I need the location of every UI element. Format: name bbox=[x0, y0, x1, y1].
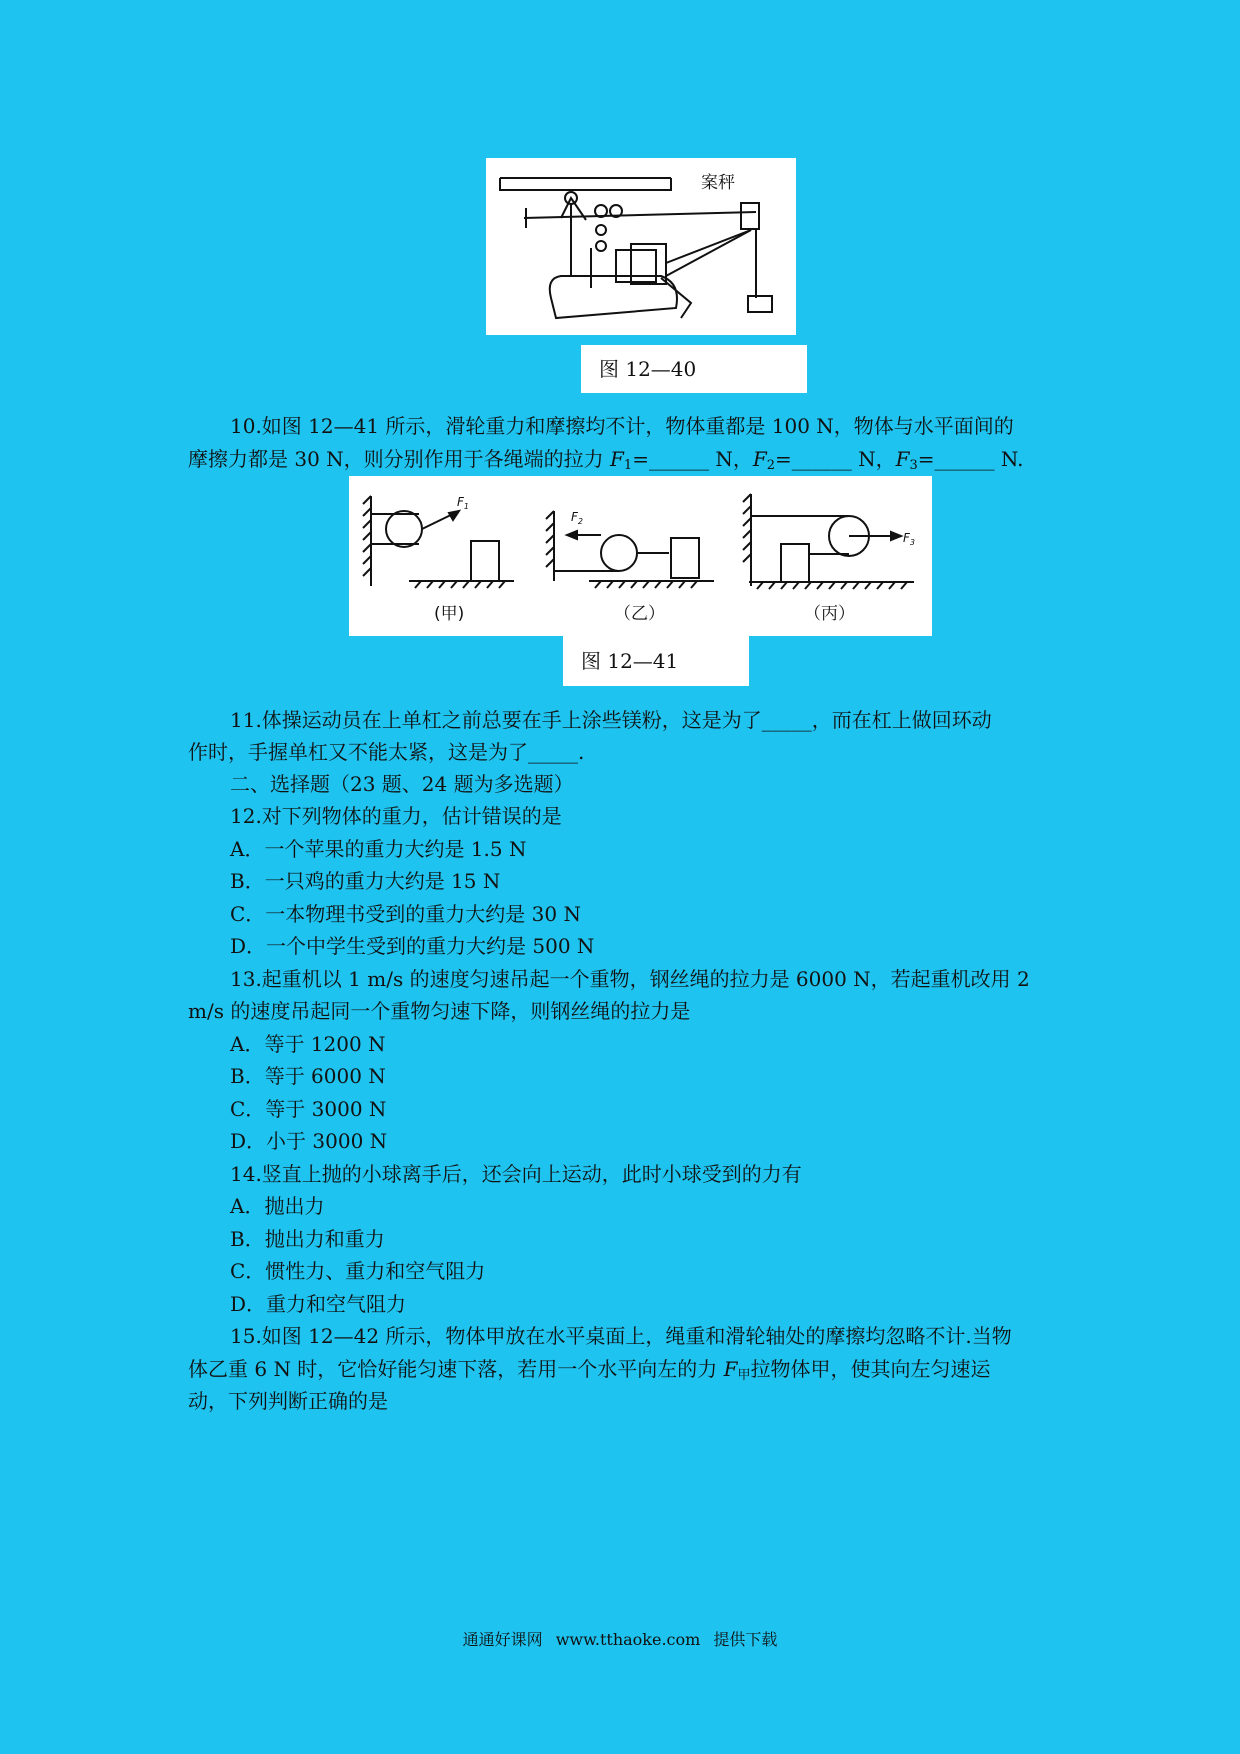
q11-line2: 作时，手握单杠又不能太紧，这是为了_____. bbox=[188, 740, 585, 764]
figure-12-41-caption: 图 12—41 bbox=[563, 636, 749, 686]
q10-line1: 10.如图 12—41 所示，滑轮重力和摩擦均不计，物体重都是 100 N，物体与水平面间的 bbox=[230, 414, 1014, 438]
q15-line2: 体乙重 6 N 时，它恰好能匀速下落，若用一个水平向左的力 $F_甲$拉物体甲，使其向左匀速运 bbox=[188, 1357, 991, 1383]
q12-option-c: C．一本物理书受到的重力大约是 30 N bbox=[230, 902, 581, 926]
scale-label: 案秤 bbox=[701, 173, 735, 193]
section-heading: 二、选择题（23 题、24 题为多选题） bbox=[230, 772, 574, 796]
q14-option-d: D．重力和空气阻力 bbox=[230, 1292, 407, 1316]
q14-option-b: B．抛出力和重力 bbox=[230, 1227, 385, 1251]
q12-stem: 12.对下列物体的重力，估计错误的是 bbox=[230, 804, 562, 828]
force-label-f2: $F_2$ bbox=[571, 510, 583, 526]
pulley-diagrams bbox=[349, 476, 932, 636]
q10-line2: 摩擦力都是 30 N，则分别作用于各绳端的拉力 $F_1=\_\_\_\_\_\_$ N，$F_2=\_\_\_\_\_\_$ N，$F_3=\_\_\_\_\_\_$ N. bbox=[188, 447, 1024, 473]
sub-b-label: （乙） bbox=[614, 604, 665, 624]
force-label-f3: $F_3$ bbox=[903, 531, 915, 547]
q15-line3: 动，下列判断正确的是 bbox=[188, 1389, 388, 1413]
q14-option-a: A．抛出力 bbox=[230, 1194, 325, 1218]
q13-line1: 13.起重机以 1 m/s 的速度匀速吊起一个重物，钢丝绳的拉力是 6000 N，若起重机改用 2 bbox=[230, 967, 1030, 991]
q12-option-b: B．一只鸡的重力大约是 15 N bbox=[230, 869, 501, 893]
q15-line1: 15.如图 12—42 所示，物体甲放在水平桌面上，绳重和滑轮轴处的摩擦均忽略不计.当物 bbox=[230, 1324, 1012, 1348]
sub-c-label: （丙） bbox=[804, 604, 855, 624]
platform-scale-drawing bbox=[486, 158, 796, 335]
footer-url[interactable]: www.tthaoke.com bbox=[555, 1630, 701, 1649]
q14-stem: 14.竖直上抛的小球离手后，还会向上运动，此时小球受到的力有 bbox=[230, 1162, 802, 1186]
q11-line1: 11.体操运动员在上单杠之前总要在手上涂些镁粉，这是为了_____，而在杠上做回环动 bbox=[230, 708, 992, 732]
q12-option-a: A．一个苹果的重力大约是 1.5 N bbox=[230, 837, 527, 861]
q14-option-c: C．惯性力、重力和空气阻力 bbox=[230, 1259, 486, 1283]
page-footer bbox=[0, 1627, 1240, 1650]
q13-option-b: B．等于 6000 N bbox=[230, 1064, 386, 1088]
force-label-f1: $F_1$ bbox=[457, 495, 469, 511]
q12-option-d: D．一个中学生受到的重力大约是 500 N bbox=[230, 934, 595, 958]
figure-12-40 bbox=[486, 158, 796, 335]
figure-12-40-caption: 图 12—40 bbox=[581, 345, 807, 393]
q13-option-d: D．小于 3000 N bbox=[230, 1129, 388, 1153]
figure-12-41 bbox=[349, 476, 932, 636]
footer-tail: 提供下载 bbox=[713, 1630, 778, 1649]
q13-option-a: A．等于 1200 N bbox=[230, 1032, 386, 1056]
footer-site: 通通好课网 bbox=[462, 1630, 543, 1649]
q13-option-c: C．等于 3000 N bbox=[230, 1097, 387, 1121]
q13-line2: m/s 的速度吊起同一个重物匀速下降，则钢丝绳的拉力是 bbox=[188, 999, 691, 1023]
sub-a-label: (甲) bbox=[434, 604, 465, 624]
